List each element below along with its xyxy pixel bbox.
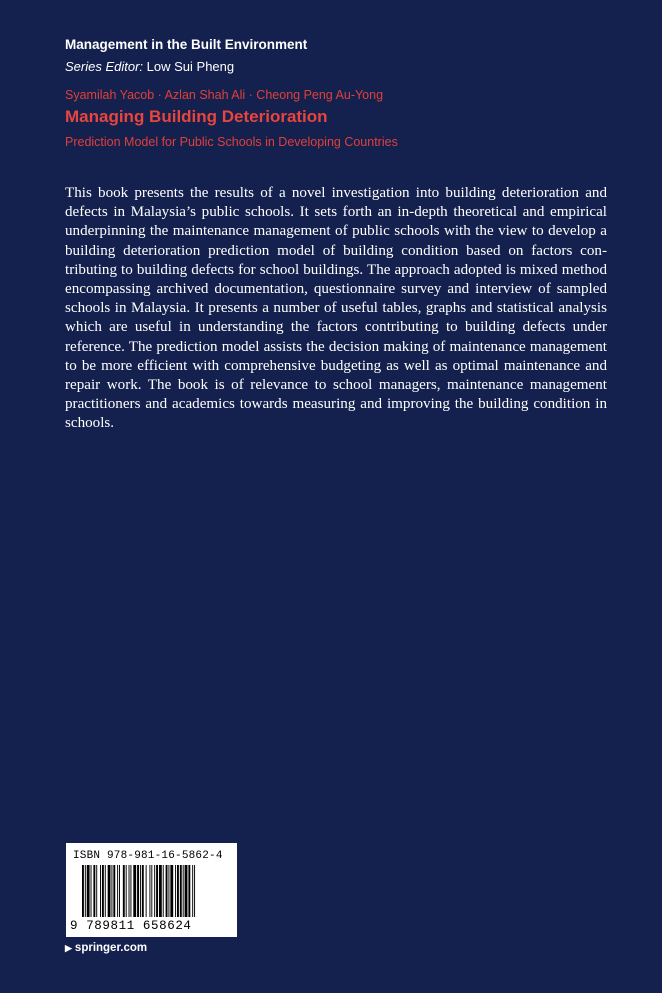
barcode-bar [177, 865, 179, 917]
barcode-bar [149, 865, 150, 917]
barcode-bar [140, 865, 141, 917]
barcode-bar [113, 865, 115, 917]
barcode-bar [146, 865, 147, 917]
barcode-bar [175, 865, 176, 917]
barcode-bar [168, 865, 169, 917]
barcode-bars [82, 865, 222, 925]
barcode-bar [130, 865, 131, 917]
barcode-bar [180, 865, 182, 917]
barcode-bar [137, 865, 139, 917]
book-title: Managing Building Deterioration [65, 107, 328, 126]
barcode-bar [87, 865, 90, 917]
triangle-right-icon: ▶ [65, 943, 72, 953]
barcode-bar [151, 865, 152, 917]
barcode-bar [102, 865, 104, 917]
series-name: Management in the Built Environment [65, 37, 308, 52]
barcode-bar [96, 865, 97, 917]
barcode-bar [159, 865, 162, 917]
publisher-link[interactable] [65, 941, 147, 955]
book-authors: Syamilah Yacob · Azlan Shah Ali · Cheong Peng Au-Yong [65, 88, 384, 102]
barcode-bar [170, 865, 173, 917]
barcode-bar [185, 865, 188, 917]
barcode-bar [100, 865, 101, 917]
barcode-bar [82, 865, 84, 917]
barcode-bar [123, 865, 125, 917]
barcode-bar [91, 865, 92, 917]
barcode-bar [129, 865, 130, 917]
barcode-bar [166, 865, 168, 917]
ean-digits: 9 789811 658624 [70, 919, 192, 933]
series-editor-line [65, 58, 234, 76]
barcode-bar [183, 865, 184, 917]
barcode-bar [105, 865, 106, 917]
barcode-bar [156, 865, 158, 917]
barcode-bar [108, 865, 111, 917]
barcode-bar [133, 865, 136, 917]
book-subtitle: Prediction Model for Public Schools in Developing Countries [65, 135, 398, 149]
book-description: This book presents the results of a novel investigation into building deterioration and defects in Malaysia’s public schools. It sets forth an in-depth theoretical and empirical underpinning the maintenance management of public schools with the view to develop a building deterioration prediction model of building condition based on factors contributing to building defects for school buildings. The approach adopted is mixed method encompassing archived documentation, questionnaire survey and interview of sampled schools in Malaysia. It presents a number of useful tables, graphs and statistical analysis which are useful in understanding the factors contributing to building defects under reference. The prediction model assists the decision making of maintenance management to be more efficient with comprehensive budgeting as well as optimal maintenance and repair work. The book is of relevance to school managers, maintenance management practitioners and academics towards measuring and improving the building condition in schools. [65, 185, 607, 432]
barcode-bar [142, 865, 144, 917]
barcode-bar [188, 865, 190, 917]
barcode-bar [119, 865, 120, 917]
series-editor-label: Series Editor: [65, 59, 144, 74]
isbn-barcode [66, 843, 237, 937]
barcode-bar [194, 865, 195, 917]
barcode-bar [111, 865, 112, 917]
publisher-url: springer.com [74, 942, 148, 954]
series-editor-name: Low Sui Pheng [146, 59, 235, 74]
barcode-bar [85, 865, 86, 917]
barcode-bar [192, 865, 193, 917]
barcode-bar [126, 865, 127, 917]
isbn-label: ISBN 978-981-16-5862-4 [73, 850, 223, 862]
barcode-bar [154, 865, 155, 917]
barcode-bar [163, 865, 164, 917]
barcode-bar [93, 865, 95, 917]
barcode-bar [117, 865, 118, 917]
